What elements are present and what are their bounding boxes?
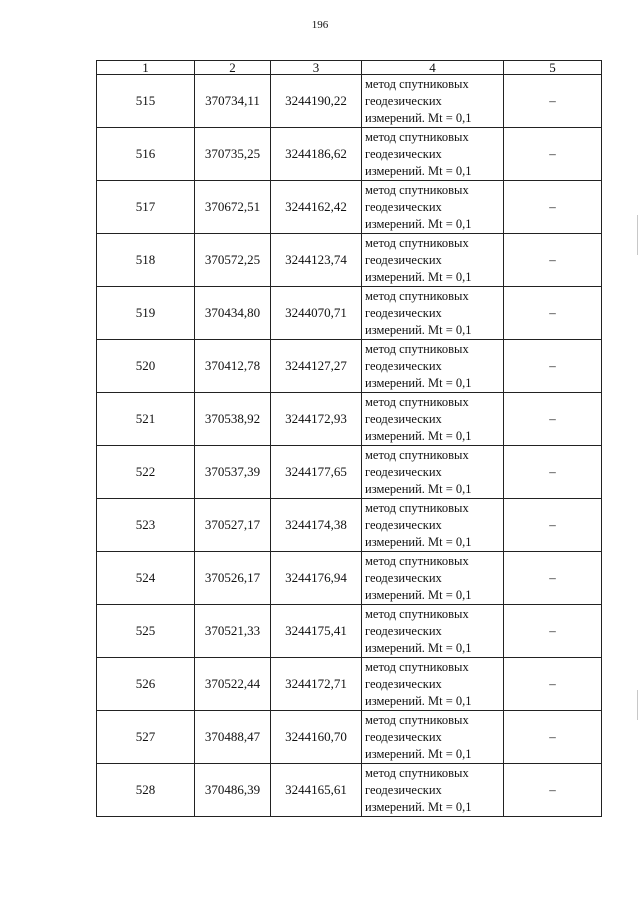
table-row	[97, 75, 602, 128]
point-number: 519	[97, 287, 195, 340]
scan-margin-line	[637, 690, 638, 720]
note-cell: –	[504, 128, 602, 181]
method-line-3: измерений. Mt = 0,1	[365, 481, 472, 496]
note-cell: –	[504, 340, 602, 393]
method-line-3: измерений. Mt = 0,1	[365, 216, 472, 231]
method-line-1: метод спутниковых	[365, 235, 469, 250]
method-line-2: геодезических	[365, 199, 442, 214]
method-line-2: геодезических	[365, 729, 442, 744]
method-line-3: измерений. Mt = 0,1	[365, 375, 472, 390]
method-line-1: метод спутниковых	[365, 447, 469, 462]
method-line-3: измерений. Mt = 0,1	[365, 640, 472, 655]
coord-y: 3244176,94	[271, 552, 362, 605]
method-line-1: метод спутниковых	[365, 712, 469, 727]
method-cell	[362, 340, 504, 393]
coord-y: 3244172,71	[271, 658, 362, 711]
point-number: 520	[97, 340, 195, 393]
method-line-2: геодезических	[365, 93, 442, 108]
coord-y: 3244127,27	[271, 340, 362, 393]
method-cell	[362, 181, 504, 234]
coord-x: 370488,47	[195, 711, 271, 764]
note-cell: –	[504, 234, 602, 287]
table-row	[97, 393, 602, 446]
table-row	[97, 446, 602, 499]
method-line-3: измерений. Mt = 0,1	[365, 693, 472, 708]
note-cell: –	[504, 287, 602, 340]
coord-x: 370735,25	[195, 128, 271, 181]
method-line-3: измерений. Mt = 0,1	[365, 269, 472, 284]
coord-x: 370672,51	[195, 181, 271, 234]
method-cell	[362, 499, 504, 552]
method-line-2: геодезических	[365, 517, 442, 532]
note-cell: –	[504, 446, 602, 499]
method-line-2: геодезических	[365, 782, 442, 797]
method-cell	[362, 75, 504, 128]
coord-y: 3244174,38	[271, 499, 362, 552]
coord-x: 370486,39	[195, 764, 271, 817]
coord-x: 370434,80	[195, 287, 271, 340]
method-line-1: метод спутниковых	[365, 500, 469, 515]
method-line-1: метод спутниковых	[365, 765, 469, 780]
header-col-4: 4	[362, 61, 504, 75]
note-cell: –	[504, 658, 602, 711]
table-header-row	[97, 61, 602, 75]
coord-y: 3244162,42	[271, 181, 362, 234]
note-cell: –	[504, 75, 602, 128]
method-line-2: геодезических	[365, 464, 442, 479]
method-line-3: измерений. Mt = 0,1	[365, 428, 472, 443]
method-cell	[362, 393, 504, 446]
method-cell	[362, 552, 504, 605]
header-col-2: 2	[195, 61, 271, 75]
method-line-3: измерений. Mt = 0,1	[365, 322, 472, 337]
table-row	[97, 764, 602, 817]
coord-x: 370572,25	[195, 234, 271, 287]
point-number: 522	[97, 446, 195, 499]
coord-y: 3244070,71	[271, 287, 362, 340]
method-cell	[362, 234, 504, 287]
coord-x: 370538,92	[195, 393, 271, 446]
header-col-3: 3	[271, 61, 362, 75]
coord-y: 3244186,62	[271, 128, 362, 181]
method-line-1: метод спутниковых	[365, 288, 469, 303]
coord-x: 370526,17	[195, 552, 271, 605]
coord-x: 370412,78	[195, 340, 271, 393]
method-line-3: измерений. Mt = 0,1	[365, 587, 472, 602]
method-line-2: геодезических	[365, 411, 442, 426]
method-line-2: геодезических	[365, 146, 442, 161]
method-line-3: измерений. Mt = 0,1	[365, 746, 472, 761]
coord-y: 3244190,22	[271, 75, 362, 128]
coordinates-table	[96, 60, 602, 817]
method-cell	[362, 658, 504, 711]
coord-x: 370537,39	[195, 446, 271, 499]
coord-y: 3244160,70	[271, 711, 362, 764]
coord-x: 370521,33	[195, 605, 271, 658]
method-line-2: геодезических	[365, 358, 442, 373]
coord-y: 3244172,93	[271, 393, 362, 446]
method-line-1: метод спутниковых	[365, 394, 469, 409]
method-line-1: метод спутниковых	[365, 553, 469, 568]
table-row	[97, 499, 602, 552]
table-row	[97, 605, 602, 658]
scan-margin-line	[637, 215, 638, 255]
coord-y: 3244175,41	[271, 605, 362, 658]
note-cell: –	[504, 605, 602, 658]
coord-x: 370734,11	[195, 75, 271, 128]
note-cell: –	[504, 552, 602, 605]
table-row	[97, 181, 602, 234]
table-row	[97, 234, 602, 287]
coord-x: 370527,17	[195, 499, 271, 552]
note-cell: –	[504, 711, 602, 764]
point-number: 521	[97, 393, 195, 446]
method-cell	[362, 711, 504, 764]
method-cell	[362, 446, 504, 499]
table-row	[97, 552, 602, 605]
method-line-1: метод спутниковых	[365, 182, 469, 197]
method-line-2: геодезических	[365, 570, 442, 585]
point-number: 525	[97, 605, 195, 658]
method-cell	[362, 128, 504, 181]
method-cell	[362, 287, 504, 340]
point-number: 516	[97, 128, 195, 181]
method-line-3: измерений. Mt = 0,1	[365, 110, 472, 125]
method-line-1: метод спутниковых	[365, 341, 469, 356]
method-line-1: метод спутниковых	[365, 129, 469, 144]
table-row	[97, 287, 602, 340]
method-line-2: геодезических	[365, 305, 442, 320]
method-line-2: геодезических	[365, 252, 442, 267]
note-cell: –	[504, 499, 602, 552]
point-number: 517	[97, 181, 195, 234]
header-col-1: 1	[97, 61, 195, 75]
table-row	[97, 658, 602, 711]
point-number: 524	[97, 552, 195, 605]
method-line-1: метод спутниковых	[365, 606, 469, 621]
table-row	[97, 128, 602, 181]
point-number: 523	[97, 499, 195, 552]
method-line-2: геодезических	[365, 676, 442, 691]
method-line-1: метод спутниковых	[365, 76, 469, 91]
point-number: 518	[97, 234, 195, 287]
note-cell: –	[504, 393, 602, 446]
page-number: 196	[311, 19, 329, 31]
coord-y: 3244165,61	[271, 764, 362, 817]
method-line-3: измерений. Mt = 0,1	[365, 163, 472, 178]
method-line-2: геодезических	[365, 623, 442, 638]
table-row	[97, 711, 602, 764]
coord-x: 370522,44	[195, 658, 271, 711]
note-cell: –	[504, 764, 602, 817]
point-number: 526	[97, 658, 195, 711]
coord-y: 3244123,74	[271, 234, 362, 287]
note-cell: –	[504, 181, 602, 234]
point-number: 528	[97, 764, 195, 817]
point-number: 515	[97, 75, 195, 128]
method-cell	[362, 605, 504, 658]
table-row	[97, 340, 602, 393]
method-line-3: измерений. Mt = 0,1	[365, 534, 472, 549]
method-cell	[362, 764, 504, 817]
method-line-3: измерений. Mt = 0,1	[365, 799, 472, 814]
method-line-1: метод спутниковых	[365, 659, 469, 674]
coord-y: 3244177,65	[271, 446, 362, 499]
point-number: 527	[97, 711, 195, 764]
header-col-5: 5	[504, 61, 602, 75]
